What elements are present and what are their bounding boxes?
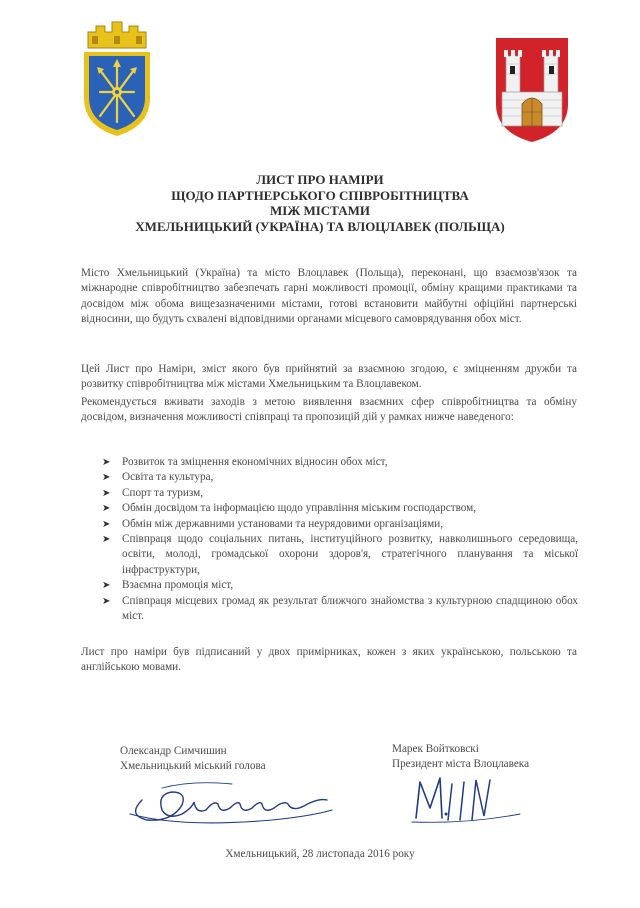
arrow-bullet-icon: ➤ bbox=[102, 487, 111, 499]
left-signature-icon bbox=[122, 770, 337, 830]
list-item: ➤ Обмін між державними установами та неурядовими організаціями, bbox=[102, 517, 578, 532]
left-signatory-name: Олександр Симчишин bbox=[120, 745, 227, 757]
place-and-date: Хмельницький, 28 листопада 2016 року bbox=[225, 848, 415, 860]
cooperation-areas-list bbox=[102, 455, 578, 624]
arrow-bullet-icon: ➤ bbox=[102, 534, 111, 546]
list-item: ➤ Освіта та культура, bbox=[102, 470, 578, 485]
recommendation-paragraph: Рекомендується вживати заходів з метою виявлення взаємних сфер співробітництва та обміну досвідом, визначення можливості співпраці та пропозицій дій у рамках нижче наведеного: bbox=[81, 396, 577, 424]
list-item: ➤ Співпраця щодо соціальних питань, інституційного розвитку, навколишнього середовища, освіти, молоді, громадської охорони здоров'я, стратегічного планування та міської інфраструктури, bbox=[102, 533, 578, 576]
signing-paragraph: Лист про наміри був підписаний у двох примірниках, кожен з яких українською, польською та англійською мовами. bbox=[81, 646, 577, 674]
arrow-bullet-icon: ➤ bbox=[102, 518, 111, 530]
document-title bbox=[60, 172, 580, 234]
left-signatory-position: Хмельницький міський голова bbox=[120, 760, 266, 772]
title-line-1: ЛИСТ ПРО НАМІРИ bbox=[256, 172, 384, 187]
right-signature-icon bbox=[408, 768, 528, 828]
arrow-bullet-icon: ➤ bbox=[102, 503, 111, 515]
arrow-bullet-icon: ➤ bbox=[102, 472, 111, 484]
right-signatory-name: Марек Войтковскі bbox=[392, 743, 479, 755]
arrow-bullet-icon: ➤ bbox=[102, 457, 111, 468]
purpose-paragraph: Цей Лист про Наміри, зміст якого був прийнятий за взаємною згодою, є зміцненням дружби та розвитку співробітництва між містами Хмельницьким та Влоцлавеком. bbox=[81, 363, 577, 391]
khmelnytskyi-coat-of-arms-icon bbox=[78, 18, 156, 138]
right-signatory-position: Президент міста Влоцлавека bbox=[392, 758, 530, 770]
title-line-3: МІЖ МІСТАМИ bbox=[270, 203, 370, 218]
list-item: ➤ Обмін досвідом та інформацією щодо управління міським господарством, bbox=[102, 501, 578, 516]
list-item: ➤ Спорт та туризм, bbox=[102, 486, 578, 501]
wloclawek-coat-of-arms-icon bbox=[492, 34, 572, 144]
list-item: ➤ Співпраця місцевих громад як результат ближчого знайомства з культурною спадщиною обох міст. bbox=[102, 594, 578, 623]
list-item: ➤ Взаємна промоція міст, bbox=[102, 578, 578, 593]
arrow-bullet-icon: ➤ bbox=[102, 595, 111, 607]
intro-paragraph: Місто Хмельницький (Україна) та місто Влоцлавек (Польща), переконані, що взаємозв'язок та міжнародне співробітництво забезпечать гарні можливості промоції, обміну кращими практиками та досвідом між обома вищезазначеними містами, готові встановити майбутні офіційні партнерські відносини, що будуть схвалені відповідними органами місцевого самоврядування обох міст. bbox=[81, 267, 577, 326]
arrow-bullet-icon: ➤ bbox=[102, 580, 111, 592]
title-line-4: ХМЕЛЬНИЦЬКИЙ (УКРАЇНА) ТА ВЛОЦЛАВЕК (ПОЛЬЩА) bbox=[135, 218, 505, 234]
title-line-2: ЩОДО ПАРТНЕРСЬКОГО СПІВРОБІТНИЦТВА bbox=[171, 187, 469, 203]
list-item: ➤ Розвиток та зміцнення економічних відносин обох міст, bbox=[102, 455, 578, 470]
